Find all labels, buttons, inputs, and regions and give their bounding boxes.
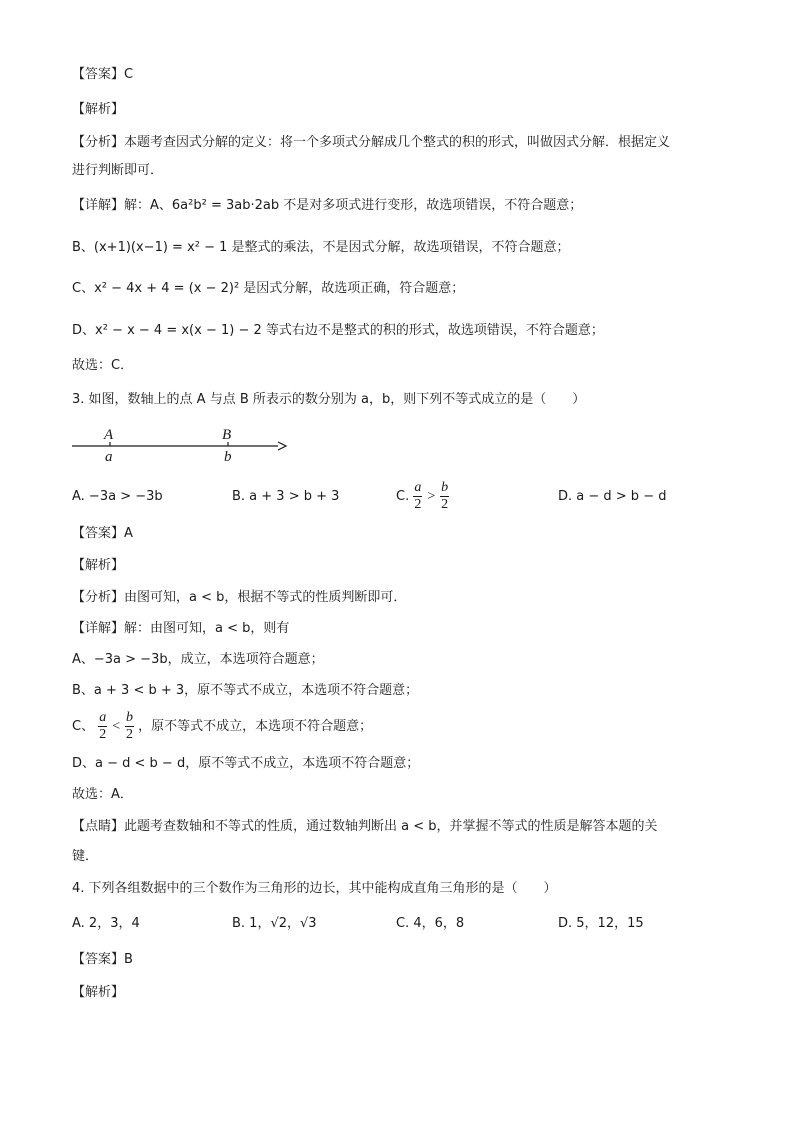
q4-option-b: B. 1，√2，√3 [232, 916, 317, 931]
frac-denominator: 2 [414, 497, 422, 512]
q3-detail-c-suffix: ，原不等式不成立，本选项不符合题意； [138, 719, 373, 734]
q3-detail-b: B、a + 3 < b + 3，原不等式不成立，本选项不符合题意； [72, 683, 419, 698]
q3-option-c-frac-right [440, 480, 449, 513]
frac-denominator: 2 [125, 727, 133, 742]
q4-stem: 4. 下列各组数据中的三个数作为三角形的边长，其中能构成直角三角形的是（ ） [72, 881, 557, 896]
frac-numerator: b [125, 710, 133, 725]
q2-detail-d: D、x² − x − 4 = x(x − 1) − 2 等式右边不是整式的积的形式，故选项错误，不符合题意； [72, 323, 604, 338]
q3-detail-c-frac-right [125, 710, 134, 743]
q3-answer: 【答案】A [72, 526, 133, 541]
q3-analysis: 【分析】由图可知，a < b，根据不等式的性质判断即可． [72, 590, 407, 605]
frac-numerator: b [441, 480, 449, 495]
q3-detail-c [72, 708, 372, 746]
q3-option-c-frac-left [413, 480, 422, 513]
q3-detail-c-frac-left [98, 710, 107, 743]
q2-detail-b: B、(x+1)(x−1) = x² − 1 是整式的乘法，不是因式分解，故选项错误，不符合题意； [72, 240, 570, 255]
q2-analysis-line-2: 进行判断即可． [72, 163, 164, 178]
q2-detail-c: C、x² − 4x + 4 = (x − 2)² 是因式分解，故选项正确，符合题意； [72, 281, 465, 296]
q3-stem: 3. 如图，数轴上的点 A 与点 B 所表示的数分别为 a，b，则下列不等式成立的是（ ） [72, 392, 586, 407]
number-line-arrow-icon [278, 442, 286, 450]
q4-analysis-title: 【解析】 [72, 985, 125, 1000]
q3-option-c-prefix: C. [396, 489, 410, 504]
q3-analysis-title: 【解析】 [72, 558, 125, 573]
q3-detail-intro: 【详解】解：由图可知，a < b，则有 [72, 621, 290, 636]
q3-detail-c-prefix: C、 [72, 719, 95, 734]
q2-analysis-title: 【解析】 [72, 102, 125, 117]
q4-option-d: D. 5，12，15 [558, 916, 644, 931]
q4-answer: 【答案】B [72, 952, 133, 967]
frac-denominator: 2 [99, 727, 107, 742]
label-value-b: b [224, 449, 232, 465]
frac-numerator: a [99, 710, 107, 725]
q3-detail-d: D、a − d < b − d，原不等式不成立，本选项不符合题意； [72, 756, 420, 771]
q2-answer: 【答案】C [72, 67, 134, 82]
q4-option-c: C. 4，6，8 [396, 916, 465, 931]
q3-comment-line-2: 键． [72, 849, 99, 864]
q3-option-c-operator: > [426, 489, 436, 504]
number-line-figure [68, 420, 288, 468]
frac-numerator: a [414, 480, 422, 495]
q2-choice: 故选：C． [72, 358, 134, 373]
q2-detail-a: 【详解】解：A、6a²b² = 3ab·2ab 不是对多项式进行变形，故选项错误，不符合题意； [72, 198, 583, 213]
q4-option-a: A. 2，3，4 [72, 916, 140, 931]
q3-choice: 故选：A． [72, 787, 133, 802]
label-value-a: a [105, 449, 113, 465]
q3-comment-line-1: 【点睛】此题考查数轴和不等式的性质，通过数轴判断出 a < b，并掌握不等式的性质是解答本题的关 [72, 819, 658, 834]
label-point-b: B [222, 427, 232, 443]
q3-detail-a: A、−3a > −3b，成立，本选项符合题意； [72, 652, 324, 667]
q2-analysis-line-1: 【分析】本题考查因式分解的定义：将一个多项式分解成几个整式的积的形式，叫做因式分解．根据定义 [72, 135, 671, 150]
q3-option-d: D. a − d > b − d [558, 489, 667, 504]
label-point-a: A [104, 427, 114, 443]
q3-option-c [396, 478, 449, 516]
frac-denominator: 2 [441, 497, 449, 512]
q3-option-a: A. −3a > −3b [72, 489, 163, 504]
q3-option-b: B. a + 3 > b + 3 [232, 489, 340, 504]
q3-detail-c-operator: < [111, 719, 121, 734]
